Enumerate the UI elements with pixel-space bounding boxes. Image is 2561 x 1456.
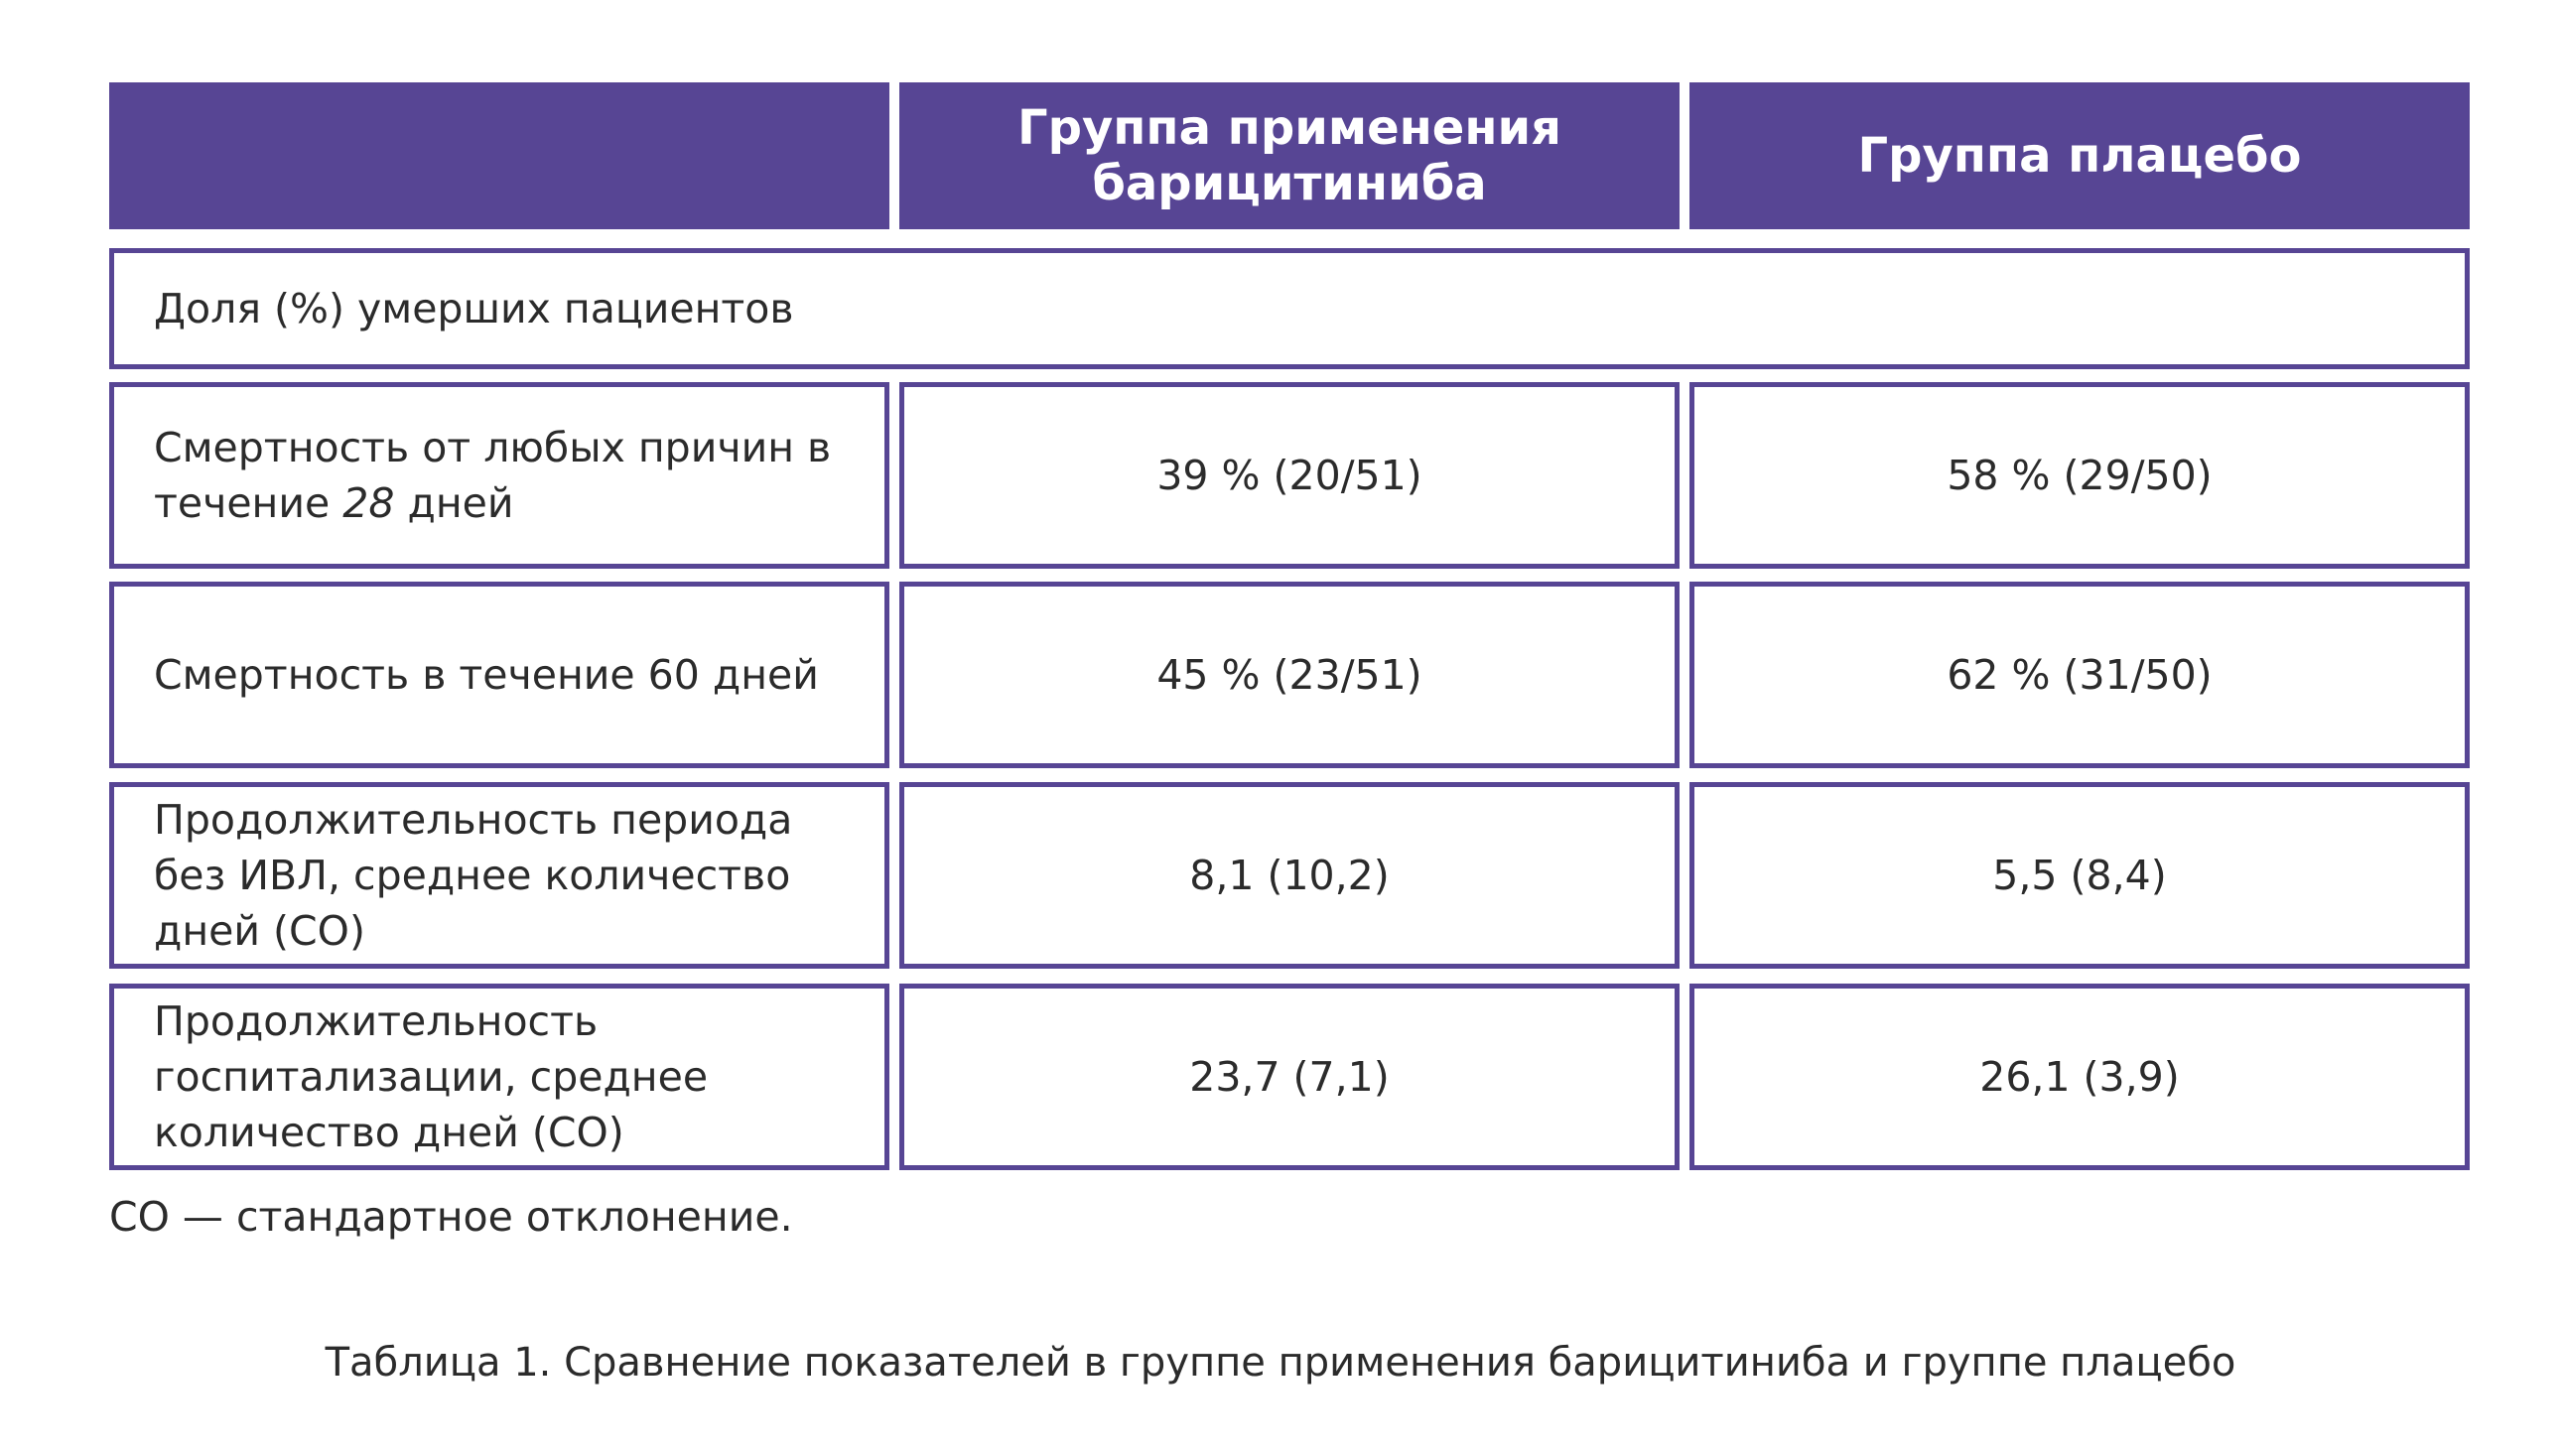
section-title-row <box>109 248 2470 369</box>
value-cell-baricitinib <box>899 984 1680 1170</box>
row-label-cell <box>109 582 889 768</box>
header-cell-placebo <box>1689 82 2470 229</box>
header-line-1: Группа применения <box>1017 100 1561 156</box>
row-label-cell <box>109 782 889 969</box>
value-cell-baricitinib <box>899 782 1680 969</box>
row-label-line: Смертность от любых причин в <box>154 424 832 471</box>
row-label: Смертность в течение 60 дней <box>154 651 819 699</box>
value-placebo: 5,5 (8,4) <box>1992 852 2167 899</box>
value-cell-placebo <box>1689 782 2470 969</box>
value-baricitinib: 8,1 (10,2) <box>1189 852 1390 899</box>
row-label-italic-number: 28 <box>342 479 395 527</box>
value-cell-placebo <box>1689 582 2470 768</box>
header-cell-empty <box>109 82 889 229</box>
value-cell-baricitinib <box>899 382 1680 569</box>
header-cell-baricitinib <box>899 82 1680 229</box>
value-baricitinib: 23,7 (7,1) <box>1189 1053 1390 1101</box>
table-caption: Таблица 1. Сравнение показателей в группе применения барицитиниба и группе плацебо <box>325 1340 2236 1386</box>
row-label-line: количество дней (СО) <box>154 1109 624 1156</box>
row-label <box>154 792 792 959</box>
row-label-fragment: дней <box>394 479 514 527</box>
value-cell-placebo <box>1689 984 2470 1170</box>
value-baricitinib: 45 % (23/51) <box>1156 651 1422 699</box>
value-placebo: 62 % (31/50) <box>1947 651 2213 699</box>
row-label-cell <box>109 984 889 1170</box>
row-label-line: без ИВЛ, среднее количество <box>154 852 791 899</box>
row-label-line: госпитализации, среднее <box>154 1053 709 1101</box>
value-cell-baricitinib <box>899 582 1680 768</box>
row-label-line: Продолжительность периода <box>154 796 793 844</box>
header-label-placebo: Группа плацебо <box>1857 128 2302 184</box>
row-label-fragment: течение <box>154 479 343 527</box>
value-cell-placebo <box>1689 382 2470 569</box>
row-label-cell <box>109 382 889 569</box>
value-baricitinib: 39 % (20/51) <box>1156 452 1422 499</box>
value-placebo: 26,1 (3,9) <box>1979 1053 2180 1101</box>
row-label-line <box>154 475 831 531</box>
footnote: СО — стандартное отклонение. <box>109 1193 793 1241</box>
value-placebo: 58 % (29/50) <box>1947 452 2213 499</box>
header-label-baricitinib <box>1017 100 1561 211</box>
row-label <box>154 420 831 531</box>
row-label-line: дней (СО) <box>154 907 365 955</box>
section-title: Доля (%) умерших пациентов <box>154 285 794 332</box>
row-label-line: Продолжительность <box>154 997 599 1045</box>
row-label <box>154 993 708 1160</box>
header-line-2: барицитиниба <box>1092 156 1487 211</box>
